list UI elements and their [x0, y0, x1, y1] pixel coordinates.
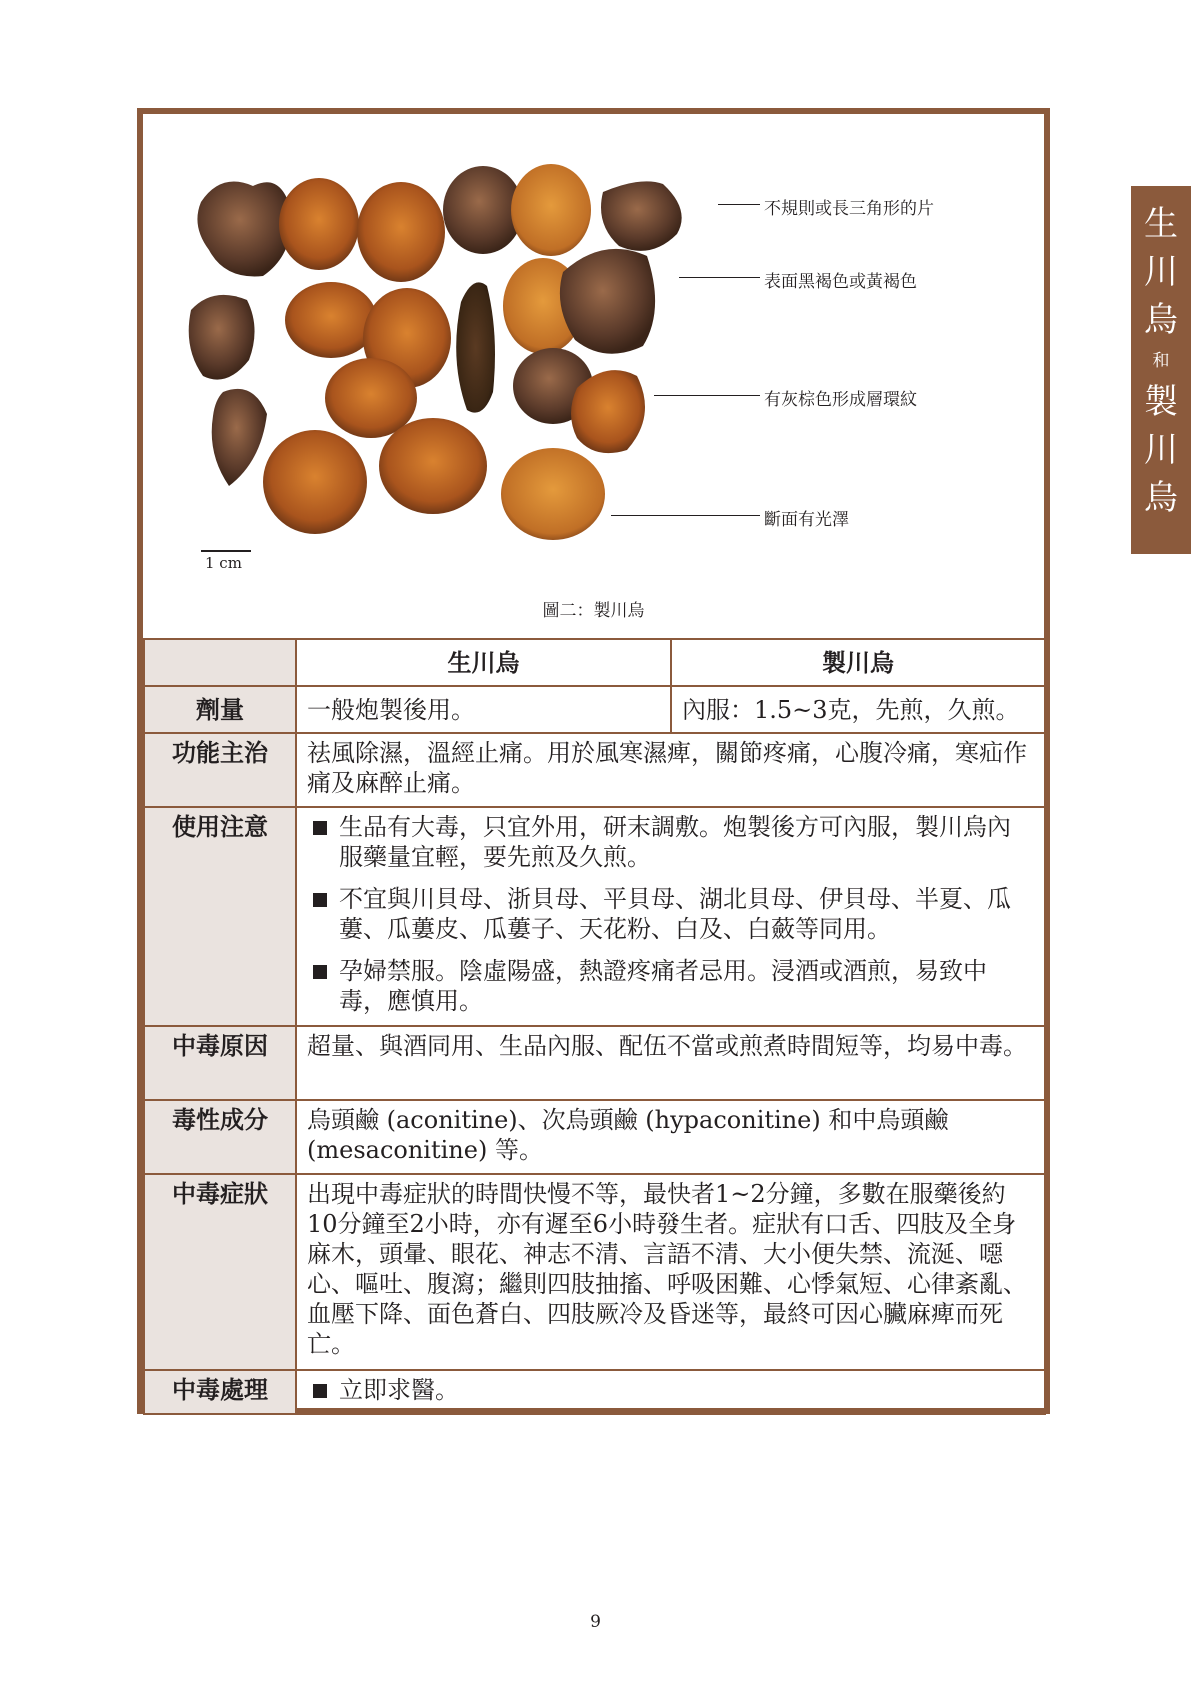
caution-label: 使用注意: [144, 807, 296, 1026]
slice-2: [279, 178, 359, 270]
slice-6: [601, 181, 682, 251]
treatment-list: [296, 1370, 1045, 1414]
side-tab-char: 製: [1144, 382, 1178, 422]
toxic-components-label: 毒性成分: [144, 1100, 296, 1174]
side-tab-conj: 和: [1152, 351, 1170, 371]
bullet-square-icon: [313, 821, 327, 835]
side-tab-char: 生: [1144, 204, 1178, 244]
caution-row: [144, 807, 1045, 1026]
treatment-row: [144, 1370, 1045, 1414]
treatment-label: 中毒處理: [144, 1370, 296, 1414]
side-tab-char: 烏: [1144, 478, 1178, 518]
bullet-square-icon: [313, 893, 327, 907]
annotation-line-2: [679, 277, 760, 278]
slice-13: [212, 389, 267, 486]
annotation-lustre: 斷面有光澤: [764, 510, 849, 530]
scale-bar: [201, 550, 251, 552]
annotation-line-4: [611, 515, 760, 516]
symptoms-text: 出現中毒症狀的時間快慢不等，最快者1~2分鐘，多數在服藥後約10分鐘至2小時，亦有遲至6小時發生者。症狀有口舌、四肢及全身麻木，頭暈、眼花、神志不清、言語不清、大小便失禁、流涎、噁心、嘔吐、腹瀉；繼則四肢抽搐、呼吸困難、心悸氣短、心律紊亂、血壓下降、面色蒼白、四肢厥冷及昏迷等，最終可因心臟麻痺而死亡。: [296, 1174, 1045, 1370]
dosage-row: [144, 686, 1045, 733]
table-header-row: [144, 639, 1045, 686]
slice-18: [379, 418, 487, 514]
toxic-components-text: 烏頭鹼 (aconitine)、次烏頭鹼 (hypaconitine) 和中烏頭鹼 (mesaconitine) 等。: [296, 1100, 1045, 1174]
slice-3: [357, 182, 445, 282]
content-frame: [137, 108, 1050, 1414]
caution-list: [296, 807, 1045, 1026]
dosage-raw: 一般炮製後用。: [296, 686, 671, 733]
bullet-square-icon: [313, 1384, 327, 1398]
symptoms-row: [144, 1174, 1045, 1370]
side-tab-char: 川: [1144, 252, 1178, 292]
annotation-surface: 表面黑褐色或黃褐色: [764, 272, 917, 292]
function-text: 祛風除濕，溫經止痛。用於風寒濕痺，關節疼痛，心腹冷痛，寒疝作痛及麻醉止痛。: [296, 733, 1045, 807]
poison-cause-row: [144, 1026, 1045, 1100]
annotation-line-3: [654, 395, 760, 396]
poison-cause-label: 中毒原因: [144, 1026, 296, 1100]
caution-item: 不宜與川貝母、浙貝母、平貝母、湖北貝母、伊貝母、半夏、瓜蔞、瓜蔞皮、瓜蔞子、天花粉、白及、白蘞等同用。: [307, 884, 1034, 944]
figure-caption: 圖二：製川烏: [542, 601, 645, 621]
symptoms-label: 中毒症狀: [144, 1174, 296, 1370]
header-raw: 生川烏: [296, 639, 671, 686]
scale-label: 1 cm: [205, 554, 242, 572]
annotation-ring: 有灰棕色形成層環紋: [764, 390, 917, 410]
side-tab-char: 烏: [1144, 300, 1178, 340]
bullet-square-icon: [313, 965, 327, 979]
slice-12: [560, 249, 655, 354]
annotation-shape: 不規則或長三角形的片: [764, 199, 934, 219]
poison-cause-text: 超量、與酒同用、生品內服、配伍不當或煎煮時間短等，均易中毒。: [296, 1026, 1045, 1100]
figure-area: [143, 114, 1044, 638]
function-label: 功能主治: [144, 733, 296, 807]
chapter-side-tab: [1131, 186, 1191, 554]
dosage-label: 劑量: [144, 686, 296, 733]
header-prepared: 製川烏: [671, 639, 1045, 686]
dosage-prepared: 內服：1.5~3克，先煎，久煎。: [671, 686, 1045, 733]
slice-10: [456, 282, 495, 412]
slice-1: [197, 182, 291, 277]
function-row: [144, 733, 1045, 807]
header-corner: [144, 639, 296, 686]
page-number: 9: [590, 1612, 601, 1632]
slice-8: [285, 282, 377, 358]
slice-17: [263, 430, 367, 534]
caution-item: 孕婦禁服。陰虛陽盛，熱證疼痛者忌用。浸酒或酒煎，易致中毒，應慎用。: [307, 956, 1034, 1016]
slice-5: [511, 164, 591, 256]
caution-item: 生品有大毒，只宜外用，研末調敷。炮製後方可內服，製川烏內服藥量宜輕，要先煎及久煎。: [307, 812, 1034, 872]
slice-19: [501, 448, 605, 540]
herb-slices-photo: [143, 114, 1044, 638]
treatment-item: 立即求醫。: [307, 1375, 1034, 1405]
annotation-line-1: [718, 204, 760, 205]
herb-spec-table: [143, 638, 1046, 1415]
toxic-components-row: [144, 1100, 1045, 1174]
slice-7: [189, 295, 255, 380]
side-tab-char: 川: [1144, 430, 1178, 470]
